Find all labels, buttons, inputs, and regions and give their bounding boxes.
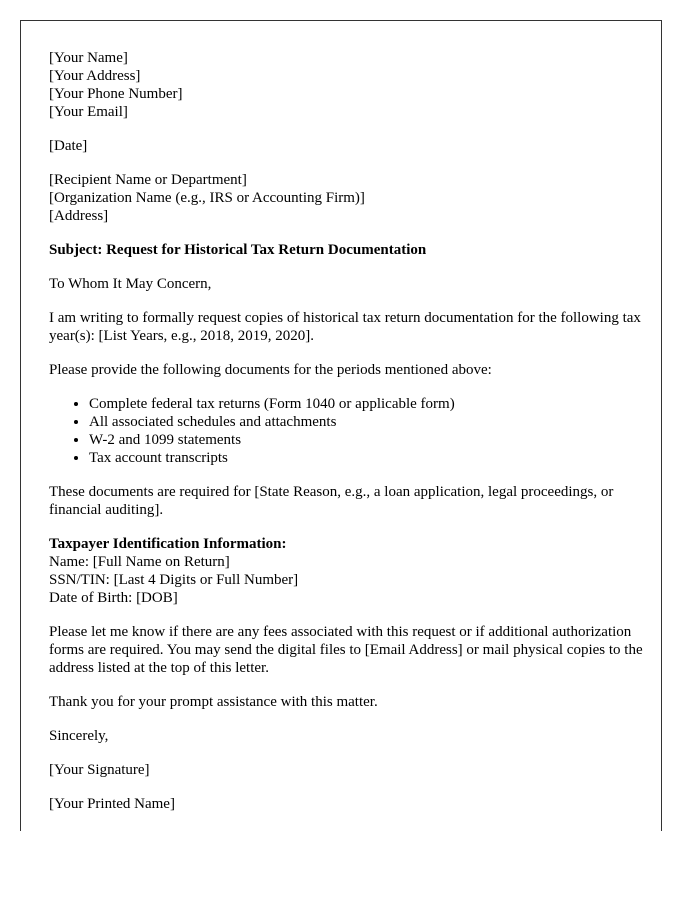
letter-page xyxy=(20,20,662,831)
salutation: To Whom It May Concern, xyxy=(49,276,212,292)
recipient-organization: [Organization Name (e.g., IRS or Accounting Firm)] xyxy=(49,190,365,206)
signature: [Your Signature] xyxy=(49,762,150,778)
list-item: • All associated schedules and attachments xyxy=(89,413,661,431)
date: [Date] xyxy=(49,138,88,154)
documents-list xyxy=(49,395,661,467)
taxpayer-ssn: SSN/TIN: [Last 4 Digits or Full Number] xyxy=(49,572,299,588)
list-item: • Complete federal tax returns (Form 1040 or applicable form) xyxy=(89,395,661,413)
sender-phone: [Your Phone Number] xyxy=(49,86,183,102)
sender-block xyxy=(49,49,661,121)
taxpayer-info xyxy=(49,535,661,607)
sender-address: [Your Address] xyxy=(49,68,141,84)
reason-paragraph: These documents are required for [State Reason, e.g., a loan application, legal proceedings, or financial auditing]. xyxy=(49,484,614,518)
taxpayer-dob: Date of Birth: [DOB] xyxy=(49,590,178,606)
subject-text: Subject: Request for Historical Tax Return Documentation xyxy=(49,242,427,258)
thanks-paragraph: Thank you for your prompt assistance with this matter. xyxy=(49,694,378,710)
recipient-address: [Address] xyxy=(49,208,109,224)
fees-paragraph: Please let me know if there are any fees associated with this request or if additional authorization forms are required. You may send the digital files to [Email Address] or mail physical copies to the address listed at the top of this letter. xyxy=(49,624,643,676)
list-item: • W-2 and 1099 statements xyxy=(89,431,661,449)
taxpayer-heading: Taxpayer Identification Information: xyxy=(49,536,287,552)
recipient-name: [Recipient Name or Department] xyxy=(49,172,247,188)
intro-paragraph: I am writing to formally request copies of historical tax return documentation for the following tax year(s): [List Years, e.g., 2018, 2019, 2020]. xyxy=(49,310,641,344)
list-intro: Please provide the following documents for the periods mentioned above: xyxy=(49,362,492,378)
printed-name: [Your Printed Name] xyxy=(49,796,175,812)
sender-email: [Your Email] xyxy=(49,104,128,120)
closing: Sincerely, xyxy=(49,728,109,744)
recipient-block xyxy=(49,171,661,225)
list-item: • Tax account transcripts xyxy=(89,449,661,467)
sender-name: [Your Name] xyxy=(49,50,128,66)
subject-line xyxy=(49,241,661,259)
taxpayer-name: Name: [Full Name on Return] xyxy=(49,554,230,570)
